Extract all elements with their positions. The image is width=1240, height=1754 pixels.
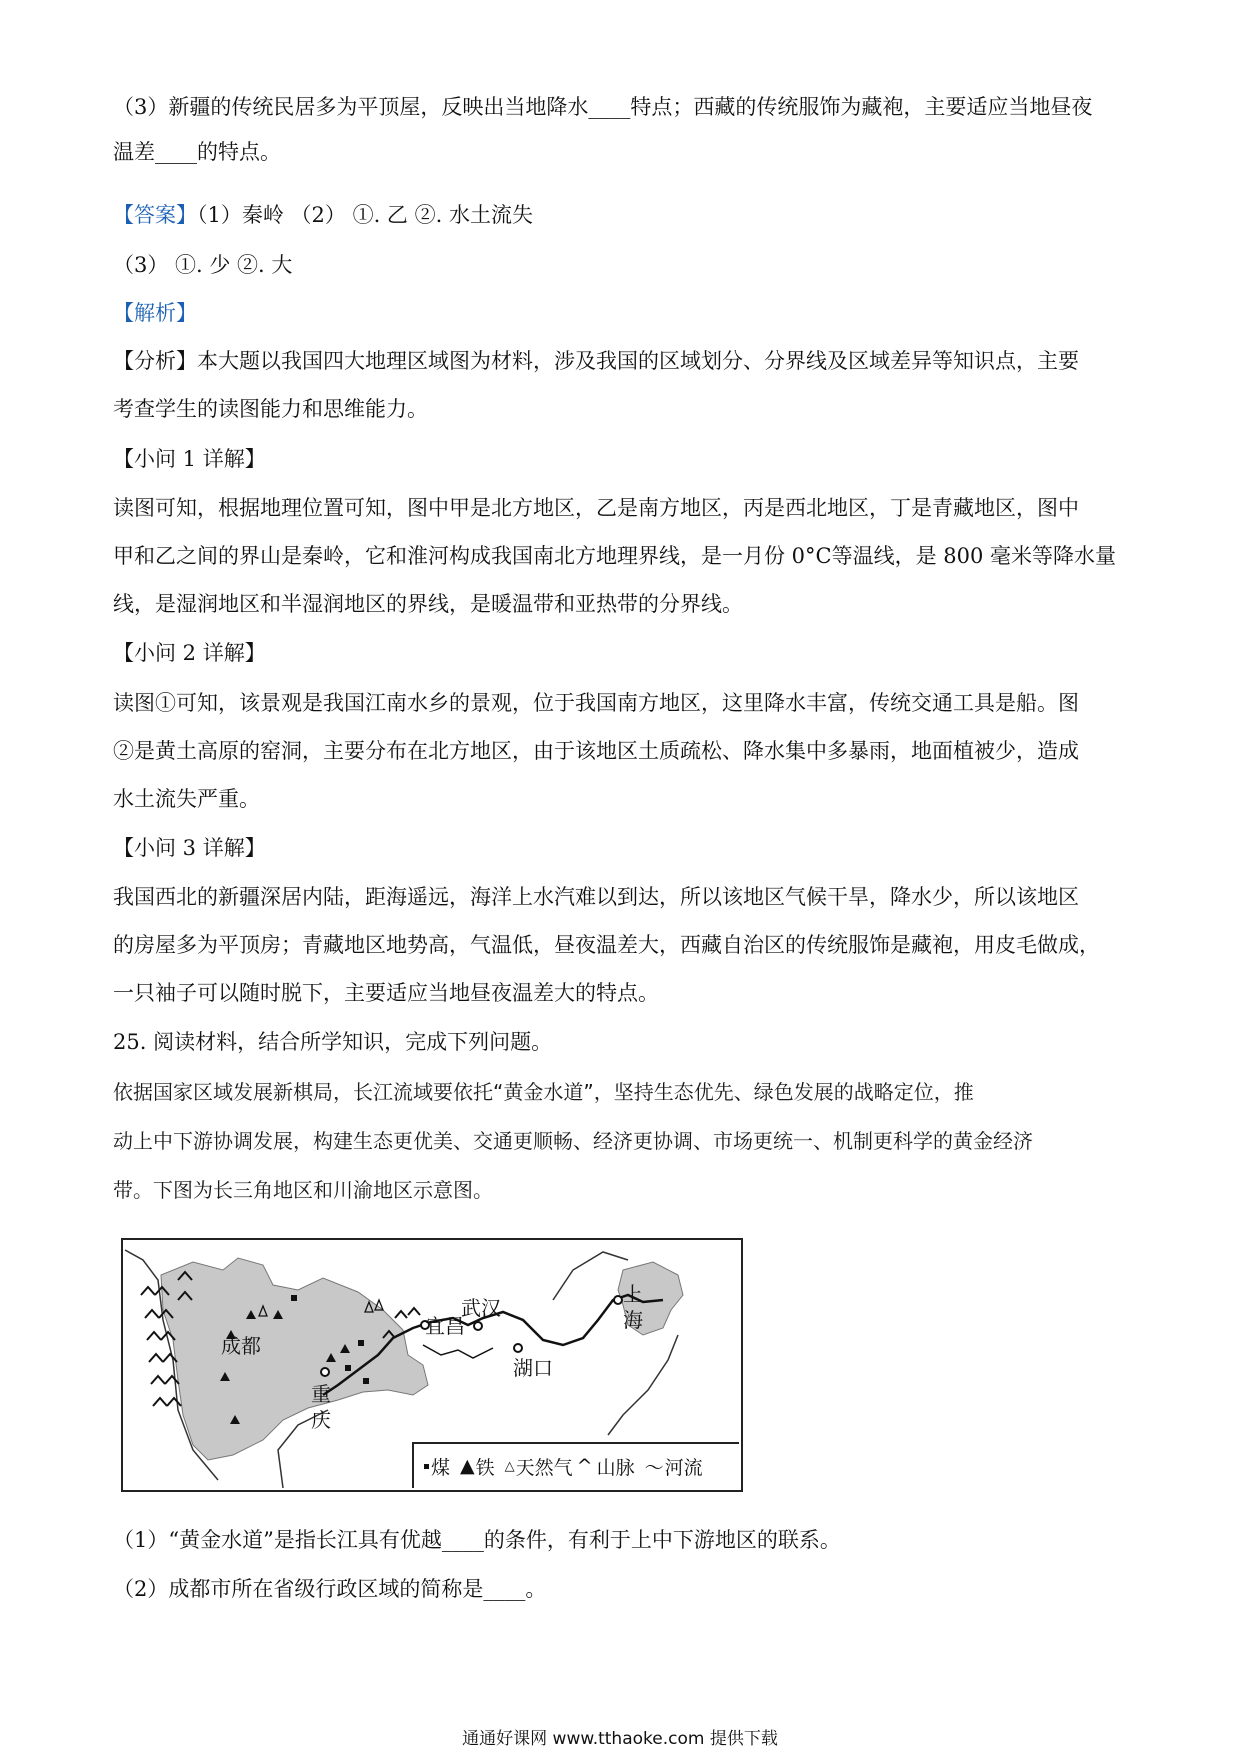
northern-outline [553,1252,628,1300]
answer-row-1 [113,200,533,230]
label-shanghai-2: 海 [623,1308,643,1332]
analysis-line-2: 考查学生的读图能力和思维能力。 [113,397,428,421]
q25-title: 25. 阅读材料，结合所学知识，完成下列问题。 [113,1030,553,1054]
river-bend [423,1345,493,1358]
sub2-line-1: 读图①可知，该景观是我国江南水乡的景观，位于我国南方地区，这里降水丰富，传统交通工具是船。图 [113,691,1079,715]
label-hukou: 湖口 [513,1356,553,1380]
sub1-line-1: 读图可知，根据地理位置可知，图中甲是北方地区，乙是南方地区，丙是西北地区，丁是青藏地区，图中 [113,496,1079,520]
sub3-title: 【小问 3 详解】 [113,836,266,860]
coal-icon [424,1464,429,1469]
passage-line-1: 依据国家区域发展新棋局，长江流域要依托“黄金水道”，坚持生态优先、绿色发展的战略定位，推 [113,1080,974,1104]
label-shanghai-1: 上 [623,1282,643,1306]
map-legend [412,1442,739,1488]
passage-line-3: 带。下图为长三角地区和川渝地区示意图。 [113,1178,493,1202]
legend-iron: 铁 [475,1456,495,1479]
sub1-line-2: 甲和乙之间的界山是秦岭，它和淮河构成我国南北方地理界线，是一月份 0°C等温线，是 800 毫米等降水量 [113,544,1117,568]
q25-1: （1）“黄金水道”是指长江具有优越____的条件，有利于上中下游地区的联系。 [113,1528,841,1552]
sub3-line-1: 我国西北的新疆深居内陆，距海遥远，海洋上水汽难以到达，所以该地区气候干旱，降水少，所以该地区 [113,885,1079,909]
sub1-title: 【小问 1 详解】 [113,447,266,471]
label-chongqing-1: 重 [311,1382,331,1406]
coastline [608,1335,678,1435]
legend-mountain: 山脉 [596,1456,635,1479]
iron-icon: ▲ [460,1455,475,1477]
answer-line-1: （1）秦岭 （2） ①. 乙 ②. 水土流失 [197,203,533,227]
analysis-tag: 【解析】 [113,301,197,325]
legend-gas: 天然气 [515,1456,573,1479]
label-wuhan: 武汉 [461,1296,501,1320]
sub2-line-2: ②是黄土高原的窑洞，主要分布在北方地区，由于该地区土质疏松、降水集中多暴雨，地面植被少，造成 [113,739,1079,763]
legend-river: 河流 [664,1456,703,1479]
footer: 通通好课网 www.tthaoke.com 提供下载 [462,1729,778,1749]
analysis-line-1: 【分析】本大题以我国四大地理区域图为材料，涉及我国的区域划分、分界线及区域差异等知识点，主要 [113,349,1079,373]
sub2-title: 【小问 2 详解】 [113,641,266,665]
answer-line-2: （3） ①. 少 ②. 大 [113,253,293,277]
sub1-line-3: 线，是湿润地区和半湿润地区的界线，是暖温带和亚热带的分界线。 [113,592,743,616]
q25-2: （2）成都市所在省级行政区域的简称是____。 [113,1577,547,1601]
gas-icon: △ [504,1458,515,1474]
answer-tag: 【答案】 [113,203,197,227]
sub3-line-2: 的房屋多为平顶房；青藏地区地势高，气温低，昼夜温差大，西藏自治区的传统服饰是藏袍，用皮毛做成， [113,933,1100,957]
passage-line-2: 动上中下游协调发展，构建生态更优美、交通更顺畅、经济更协调、市场更统一、机制更科学的黄金经济 [113,1129,1033,1153]
sub2-line-3: 水土流失严重。 [113,787,260,811]
river-icon: 〜 [644,1456,664,1479]
sub3-line-3: 一只袖子可以随时脱下，主要适应当地昼夜温差大的特点。 [113,981,659,1005]
legend-coal: 煤 [431,1456,451,1479]
label-chengdu: 成都 [221,1334,261,1358]
mountain-icon: ^ [576,1455,593,1477]
q3-line-2: 温差____的特点。 [113,140,281,164]
q3-line-1: （3）新疆的传统民居多为平顶屋，反映出当地降水____特点；西藏的传统服饰为藏袍，主要适应当地昼夜 [113,95,1093,119]
label-chongqing-2: 庆 [311,1408,331,1432]
label-yichang: 宜昌 [425,1314,465,1338]
